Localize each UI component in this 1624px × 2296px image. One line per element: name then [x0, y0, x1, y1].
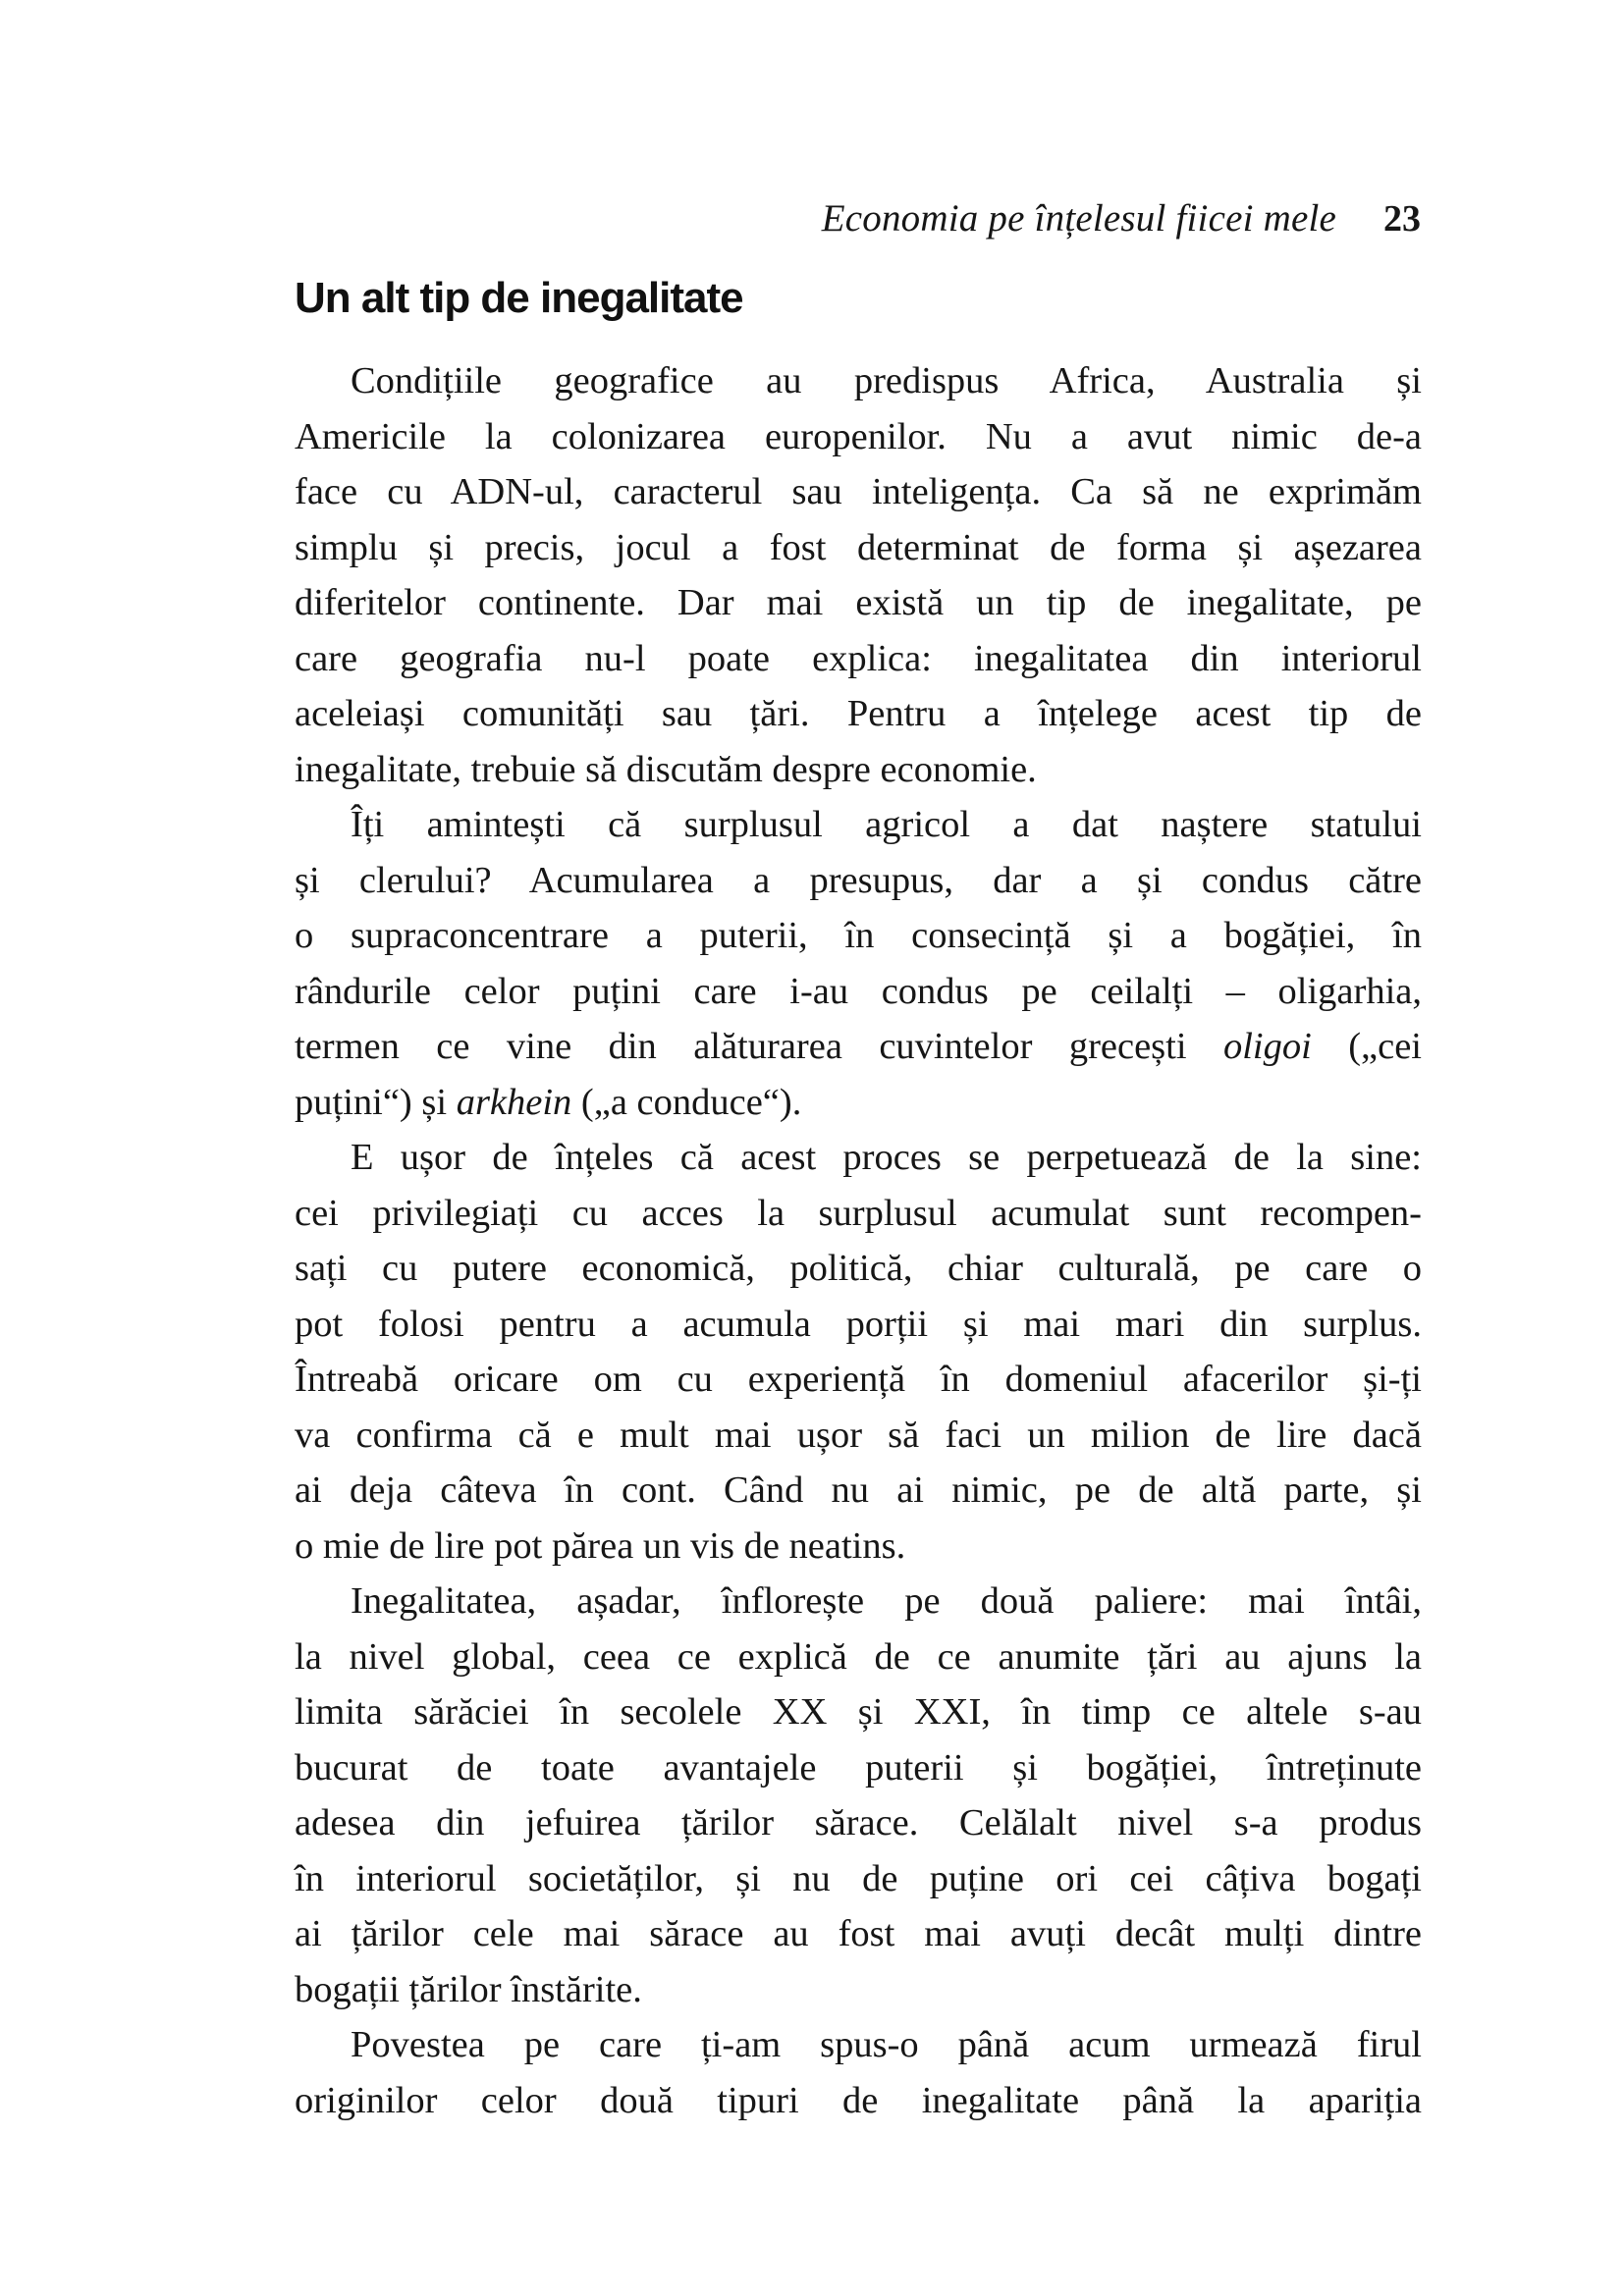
- body-text: [295, 353, 1422, 2128]
- text-line: Povestea pe care ți-am spus-o până acum urmează firul: [351, 2024, 1422, 2065]
- running-head-title: Economia pe înțelesul fiicei mele: [821, 197, 1336, 240]
- text-line: rândurile celor puțini care i-au condus pe ceilalți – oligarhia,: [295, 970, 1422, 1012]
- text-line: diferitelor continente. Dar mai există un tip de inegalitate, pe: [295, 582, 1422, 623]
- text-line: adesea din jefuirea țărilor sărace. Celălalt nivel s-a produs: [295, 1802, 1422, 1843]
- text-line: și clerului? Acumularea a presupus, dar a și condus către: [295, 859, 1422, 901]
- text-line: limita sărăciei în secolele XX și XXI, în timp ce altele s-au: [295, 1691, 1422, 1733]
- text-line: Îți amintești că surplusul agricol a dat naștere statului: [351, 804, 1422, 845]
- text-line: face cu ADN-ul, caracterul sau inteligența. Ca să ne exprimăm: [295, 471, 1422, 512]
- running-head: [822, 196, 1421, 242]
- text-line: ai țărilor cele mai sărace au fost mai avuți decât mulți dintre: [295, 1913, 1422, 1954]
- page-number: 23: [1383, 198, 1421, 240]
- text-line: Americile la colonizarea europenilor. Nu a avut nimic de-a: [295, 415, 1422, 457]
- section-heading: Un alt tip de inegalitate: [295, 274, 743, 322]
- text-line: originilor celor două tipuri de inegalitate până la apariția: [295, 2079, 1422, 2121]
- text-line: Condițiile geografice au predispus Africa, Australia și: [351, 360, 1422, 401]
- text-line: simplu și precis, jocul a fost determinat de forma și așezarea: [295, 526, 1422, 568]
- text-line: cei privilegiați cu acces la surplusul acumulat sunt recompen-: [295, 1192, 1422, 1234]
- text-line: în interiorul societăților, și nu de puține ori cei câțiva bogați: [295, 1857, 1422, 1899]
- text-line: bucurat de toate avantajele puterii și bogăției, întreținute: [295, 1746, 1422, 1789]
- text-line: o mie de lire pot părea un vis de neatins.: [295, 1524, 906, 1567]
- text-line: termen ce vine din alăturarea cuvintelor grecești oligoi („cei: [295, 1026, 1422, 1067]
- text-line: Întreabă oricare om cu experiență în domeniul afacerilor și-ți: [295, 1359, 1422, 1400]
- text-line: E ușor de înțeles că acest proces se perpetuează de la sine:: [351, 1137, 1422, 1178]
- text-line: puțini“) și arkhein („a conduce“).: [295, 1081, 802, 1123]
- text-line: ai deja câteva în cont. Când nu ai nimic, pe de altă parte, și: [295, 1469, 1422, 1511]
- text-line: bogații țărilor înstărite.: [295, 1968, 642, 2010]
- text-line: la nivel global, ceea ce explică de ce anumite țări au ajuns la: [295, 1635, 1422, 1678]
- text-line: Inegalitatea, așadar, înflorește pe două paliere: mai întâi,: [351, 1580, 1422, 1622]
- text-line: o supraconcentrare a puterii, în consecință și a bogăției, în: [295, 915, 1422, 956]
- text-line: sați cu putere economică, politică, chiar culturală, pe care o: [295, 1248, 1422, 1289]
- text-line: va confirma că e mult mai ușor să faci un milion de lire dacă: [295, 1414, 1422, 1456]
- text-line: aceleiași comunități sau țări. Pentru a înțelege acest tip de: [295, 693, 1422, 734]
- text-line: pot folosi pentru a acumula porții și mai mari din surplus.: [295, 1303, 1422, 1345]
- text-line: inegalitate, trebuie să discutăm despre economie.: [295, 748, 1037, 790]
- text-line: care geografia nu-l poate explica: inegalitatea din interiorul: [295, 637, 1422, 679]
